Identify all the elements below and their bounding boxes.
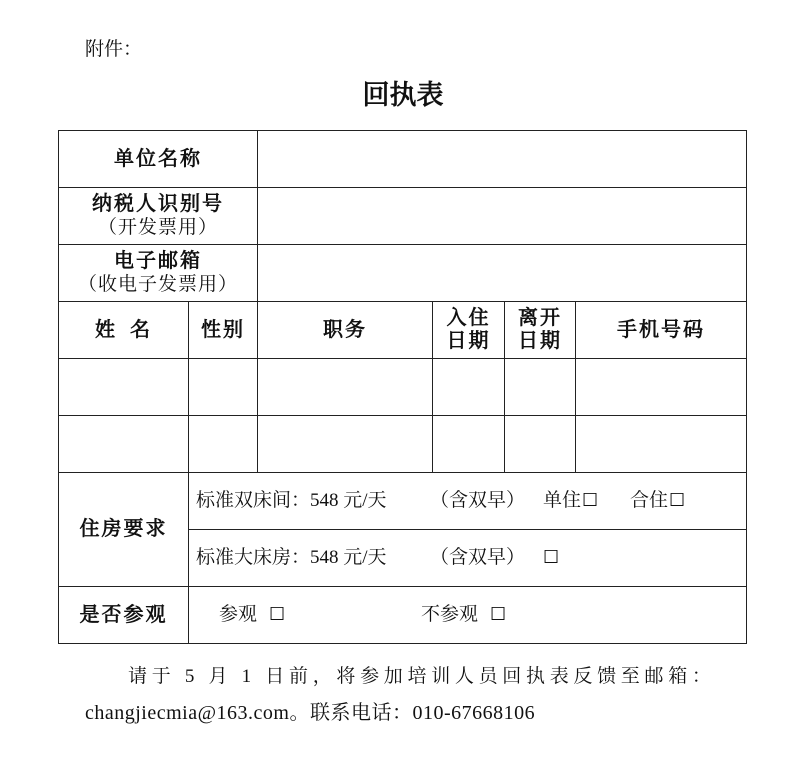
column-header-checkout-line1: 离开 xyxy=(518,307,562,329)
column-header-gender-text: 性别 xyxy=(201,318,245,341)
attendee-2-gender-field[interactable] xyxy=(189,416,257,472)
column-header-checkout xyxy=(505,302,575,358)
attendee-2-checkin-field[interactable] xyxy=(433,416,504,472)
footer-contact: changjiecmia@163.com。联系电话：010-67668106 xyxy=(85,702,536,724)
email-field[interactable] xyxy=(258,245,746,301)
visit-yes-option[interactable] xyxy=(219,587,285,643)
attendee-1-gender-field[interactable] xyxy=(189,359,257,415)
twin-room-description: 标准双床间：548 元/天 xyxy=(196,490,387,511)
column-header-phone-text: 手机号码 xyxy=(617,318,705,341)
attendee-1-checkout-field[interactable] xyxy=(505,359,575,415)
visit-no-checkbox[interactable]: ☐ xyxy=(490,604,507,625)
attendee-1-checkin-field[interactable] xyxy=(433,359,504,415)
visit-options-row xyxy=(189,587,746,643)
column-header-name-text: 姓 名 xyxy=(95,318,152,341)
receipt-form-table xyxy=(58,130,747,644)
attendee-2-name-field[interactable] xyxy=(59,416,188,472)
king-room-checkbox[interactable]: ☐ xyxy=(543,547,560,568)
king-room-row xyxy=(189,530,746,586)
column-header-phone xyxy=(576,302,746,358)
visit-yes-checkbox[interactable]: ☐ xyxy=(269,604,286,625)
attendee-1-position-field[interactable] xyxy=(258,359,432,415)
shared-occupancy-label: 合住 xyxy=(630,490,669,511)
visit-label-cell xyxy=(59,587,188,643)
single-occupancy-option[interactable] xyxy=(543,473,598,529)
email-label-cell xyxy=(59,245,257,301)
visit-no-label: 不参观 xyxy=(421,604,479,625)
attachment-label: 附件： xyxy=(85,39,143,60)
unit-name-label-cell xyxy=(59,131,257,187)
visit-label: 是否参观 xyxy=(79,603,168,626)
attendee-2-position-field[interactable] xyxy=(258,416,432,472)
column-header-checkin-line2: 日期 xyxy=(446,330,491,352)
column-header-position xyxy=(258,302,432,358)
single-occupancy-label: 单住 xyxy=(543,490,582,511)
shared-occupancy-option[interactable] xyxy=(630,473,685,529)
tax-id-label-cell xyxy=(59,188,257,244)
attendee-1-name-field[interactable] xyxy=(59,359,188,415)
king-room-description: 标准大床房：548 元/天 xyxy=(196,547,387,568)
twin-room-row xyxy=(189,473,746,529)
column-header-name xyxy=(59,302,188,358)
page-title: 回执表 xyxy=(362,80,444,110)
tax-id-field[interactable] xyxy=(258,188,746,244)
email-label: 电子邮箱 xyxy=(114,250,202,272)
shared-occupancy-checkbox[interactable]: ☐ xyxy=(669,490,686,511)
housing-label: 住房要求 xyxy=(79,518,168,540)
email-note: （收电子发票用） xyxy=(77,274,238,295)
tax-id-note: （开发票用） xyxy=(97,217,218,238)
tax-id-label: 纳税人识别号 xyxy=(92,193,224,215)
housing-label-cell xyxy=(59,473,188,586)
single-occupancy-checkbox[interactable]: ☐ xyxy=(582,490,599,511)
unit-name-field[interactable] xyxy=(258,131,746,187)
attendee-2-phone-field[interactable] xyxy=(576,416,746,472)
column-header-position-text: 职务 xyxy=(323,318,367,341)
footer-instruction: 请于 5 月 1 日前，将参加培训人员回执表反馈至邮箱： xyxy=(128,666,716,687)
column-header-gender xyxy=(189,302,257,358)
column-header-checkin xyxy=(433,302,504,358)
visit-yes-label: 参观 xyxy=(219,604,258,625)
attendee-2-checkout-field[interactable] xyxy=(505,416,575,472)
column-header-checkin-line1: 入住 xyxy=(446,307,491,329)
twin-room-breakfast: （含双早） xyxy=(430,490,526,511)
visit-no-option[interactable] xyxy=(421,587,506,643)
unit-name-label: 单位名称 xyxy=(114,147,202,170)
column-header-checkout-line2: 日期 xyxy=(518,330,562,352)
attendee-1-phone-field[interactable] xyxy=(576,359,746,415)
king-room-breakfast: （含双早） xyxy=(430,547,526,568)
